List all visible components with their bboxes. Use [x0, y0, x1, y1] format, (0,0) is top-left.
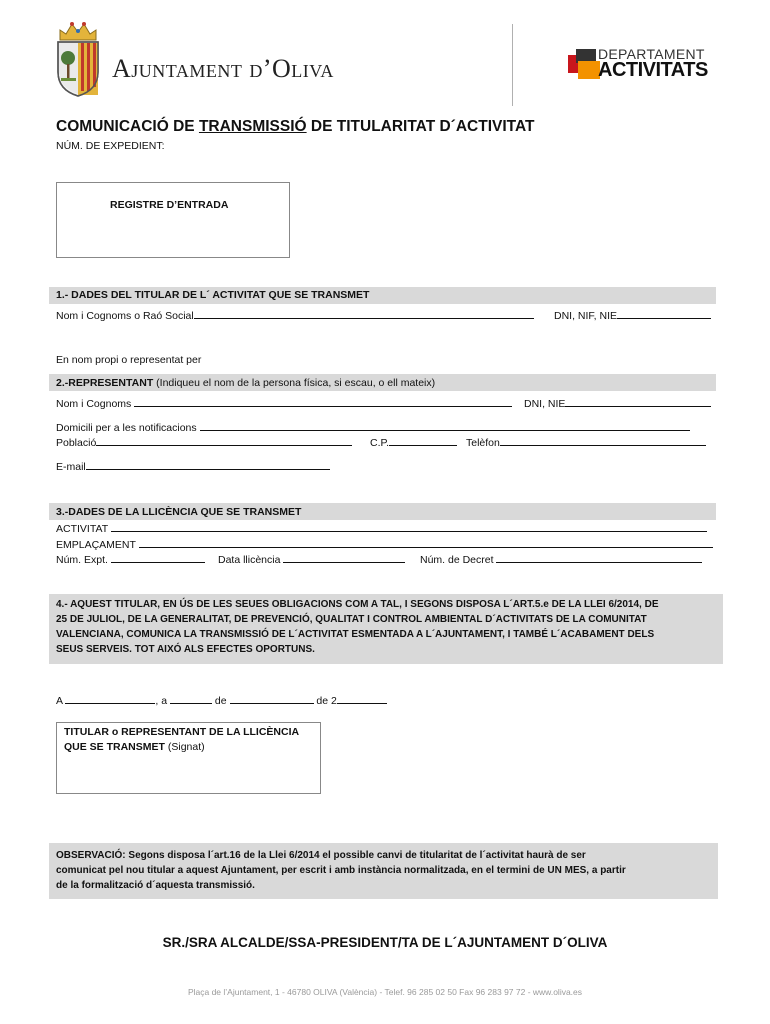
holder-dni-label: DNI, NIF, NIE: [554, 310, 618, 322]
license-date-row[interactable]: [218, 553, 405, 567]
month-label: de: [214, 695, 227, 707]
department-label: DEPARTAMENT: [598, 46, 705, 62]
phone-field[interactable]: [500, 436, 706, 446]
decree-row[interactable]: [420, 553, 702, 567]
department-name: ACTIVITATS: [598, 59, 708, 81]
section2-heading: [56, 377, 435, 390]
section3-heading: 3.-DADES DE LA LLICÈNCIA QUE SE TRANSMET: [56, 506, 302, 518]
activity-label: ACTIVITAT: [56, 523, 108, 535]
holder-name-label: Nom i Cognoms o Raó Social: [56, 310, 194, 322]
location-row[interactable]: [56, 538, 713, 552]
rep-name-row[interactable]: [56, 397, 512, 411]
holder-name-row[interactable]: [56, 309, 534, 323]
title-underlined: TRANSMISSIÓ: [198, 118, 307, 135]
holder-dni-field[interactable]: [617, 309, 711, 319]
decree-label: Núm. de Decret: [420, 554, 494, 566]
signature-line-2: [64, 741, 205, 754]
expt-field[interactable]: [111, 553, 205, 563]
license-date-label: Data llicència: [218, 554, 281, 566]
address-row[interactable]: [56, 421, 690, 435]
footer: Plaça de l’Ajuntament, 1 - 46780 OLIVA (València) - Telef. 96 285 02 50 Fax 96 283 97 72 - www.oliva.es: [187, 987, 583, 997]
license-date-field[interactable]: [283, 553, 405, 563]
coat-of-arms-icon: [52, 20, 104, 98]
page-title: [56, 118, 534, 136]
observation-line-3: de la formalització d´aquesta transmissió.: [56, 880, 255, 891]
postcode-row[interactable]: [370, 436, 457, 450]
year-label: de 2: [316, 695, 337, 707]
rep-dni-field[interactable]: [565, 397, 711, 407]
location-field[interactable]: [139, 538, 713, 548]
signature-line-1: TITULAR o REPRESENTANT DE LA LLICÈNCIA: [64, 726, 300, 738]
rep-dni-label: DNI, NIE: [524, 398, 566, 410]
date-line[interactable]: [56, 694, 387, 708]
rep-dni-row[interactable]: [524, 397, 711, 411]
address-label: Domicili per a les notificacions: [56, 422, 197, 434]
town-label: Població: [56, 437, 97, 449]
phone-row[interactable]: [466, 436, 706, 450]
title-post: DE TITULARITAT D´ACTIVITAT: [306, 118, 535, 135]
addressee: SR./SRA ALCALDE/SSA-PRESIDENT/TA DE L´AJUNTAMENT D´OLIVA: [162, 935, 608, 950]
registry-label: REGISTRE D’ENTRADA: [110, 199, 229, 211]
year-field[interactable]: [337, 694, 387, 704]
section4-line-4: SEUS SERVEIS. TOT AIXÓ ALS EFECTES OPORTUNS.: [56, 644, 315, 655]
expedient-label: NÚM. DE EXPEDIENT:: [56, 140, 165, 152]
signature-line-2-note: (Signat): [164, 741, 205, 753]
section1-heading: 1.- DADES DEL TITULAR DE L´ ACTIVITAT QUE SE TRANSMET: [56, 289, 370, 301]
day-label: , a: [155, 695, 168, 707]
expt-label: Núm. Expt.: [56, 554, 108, 566]
email-row[interactable]: [56, 460, 330, 474]
town-row[interactable]: [56, 436, 352, 450]
email-label: E-mail: [56, 461, 86, 473]
day-field[interactable]: [170, 694, 212, 704]
email-field[interactable]: [86, 460, 330, 470]
org-name: Ajuntament d’Oliva: [112, 54, 334, 83]
phone-label: Telèfon: [466, 437, 500, 449]
section4-line-2: 25 DE JULIOL, DE LA GENERALITAT, DE PREVENCIÓ, QUALITAT I CONTROL AMBIENTAL D´ACTIVITATS DE LA COMUNITAT: [56, 614, 647, 625]
holder-name-field[interactable]: [194, 309, 534, 319]
holder-dni-row[interactable]: [554, 309, 711, 323]
department-logo-icon: [566, 47, 602, 81]
header-divider: [512, 24, 513, 106]
expt-row[interactable]: [56, 553, 205, 567]
postcode-label: C.P.: [370, 437, 390, 449]
section4-line-1: 4.- AQUEST TITULAR, EN ÚS DE LES SEUES OBLIGACIONS COM A TAL, I SEGONS DISPOSA L´ART.5.e DE LA LLEI 6/2014, DE: [56, 599, 659, 610]
section2-heading-bold: 2.-REPRESENTANT: [56, 377, 154, 389]
month-field[interactable]: [230, 694, 314, 704]
place-field[interactable]: [65, 694, 155, 704]
representation-label: En nom propi o representat per: [56, 354, 202, 366]
activity-field[interactable]: [111, 522, 707, 532]
decree-field[interactable]: [496, 553, 702, 563]
registry-box: [56, 182, 290, 258]
activity-row[interactable]: [56, 522, 707, 536]
section4-line-3: VALENCIANA, COMUNICA LA TRANSMISSIÓ DE L´ACTIVITAT ESMENTADA A L´AJUNTAMENT, I TAMBÉ L´ACABAMENT DELS: [56, 629, 655, 640]
observation-line-2: comunicat pel nou titular a aquest Ajuntament, per escrit i amb instància normalitzada, en el termini de UN MES, a partir: [56, 865, 626, 876]
section2-heading-note: (Indiqueu el nom de la persona física, si escau, o ell mateix): [153, 377, 436, 389]
observation-line-1: OBSERVACIÓ: Segons disposa l´art.16 de la Llei 6/2014 el possible canvi de titularitat de l´activitat haurà de ser: [56, 850, 586, 861]
location-label: EMPLAÇAMENT: [56, 539, 136, 551]
signature-line-2-bold: QUE SE TRANSMET: [64, 741, 165, 753]
title-pre: COMUNICACIÓ DE: [56, 118, 199, 135]
postcode-field[interactable]: [389, 436, 457, 446]
address-field[interactable]: [200, 421, 690, 431]
place-label: A: [56, 695, 63, 707]
town-field[interactable]: [96, 436, 352, 446]
rep-name-label: Nom i Cognoms: [56, 398, 132, 410]
rep-name-field[interactable]: [134, 397, 512, 407]
